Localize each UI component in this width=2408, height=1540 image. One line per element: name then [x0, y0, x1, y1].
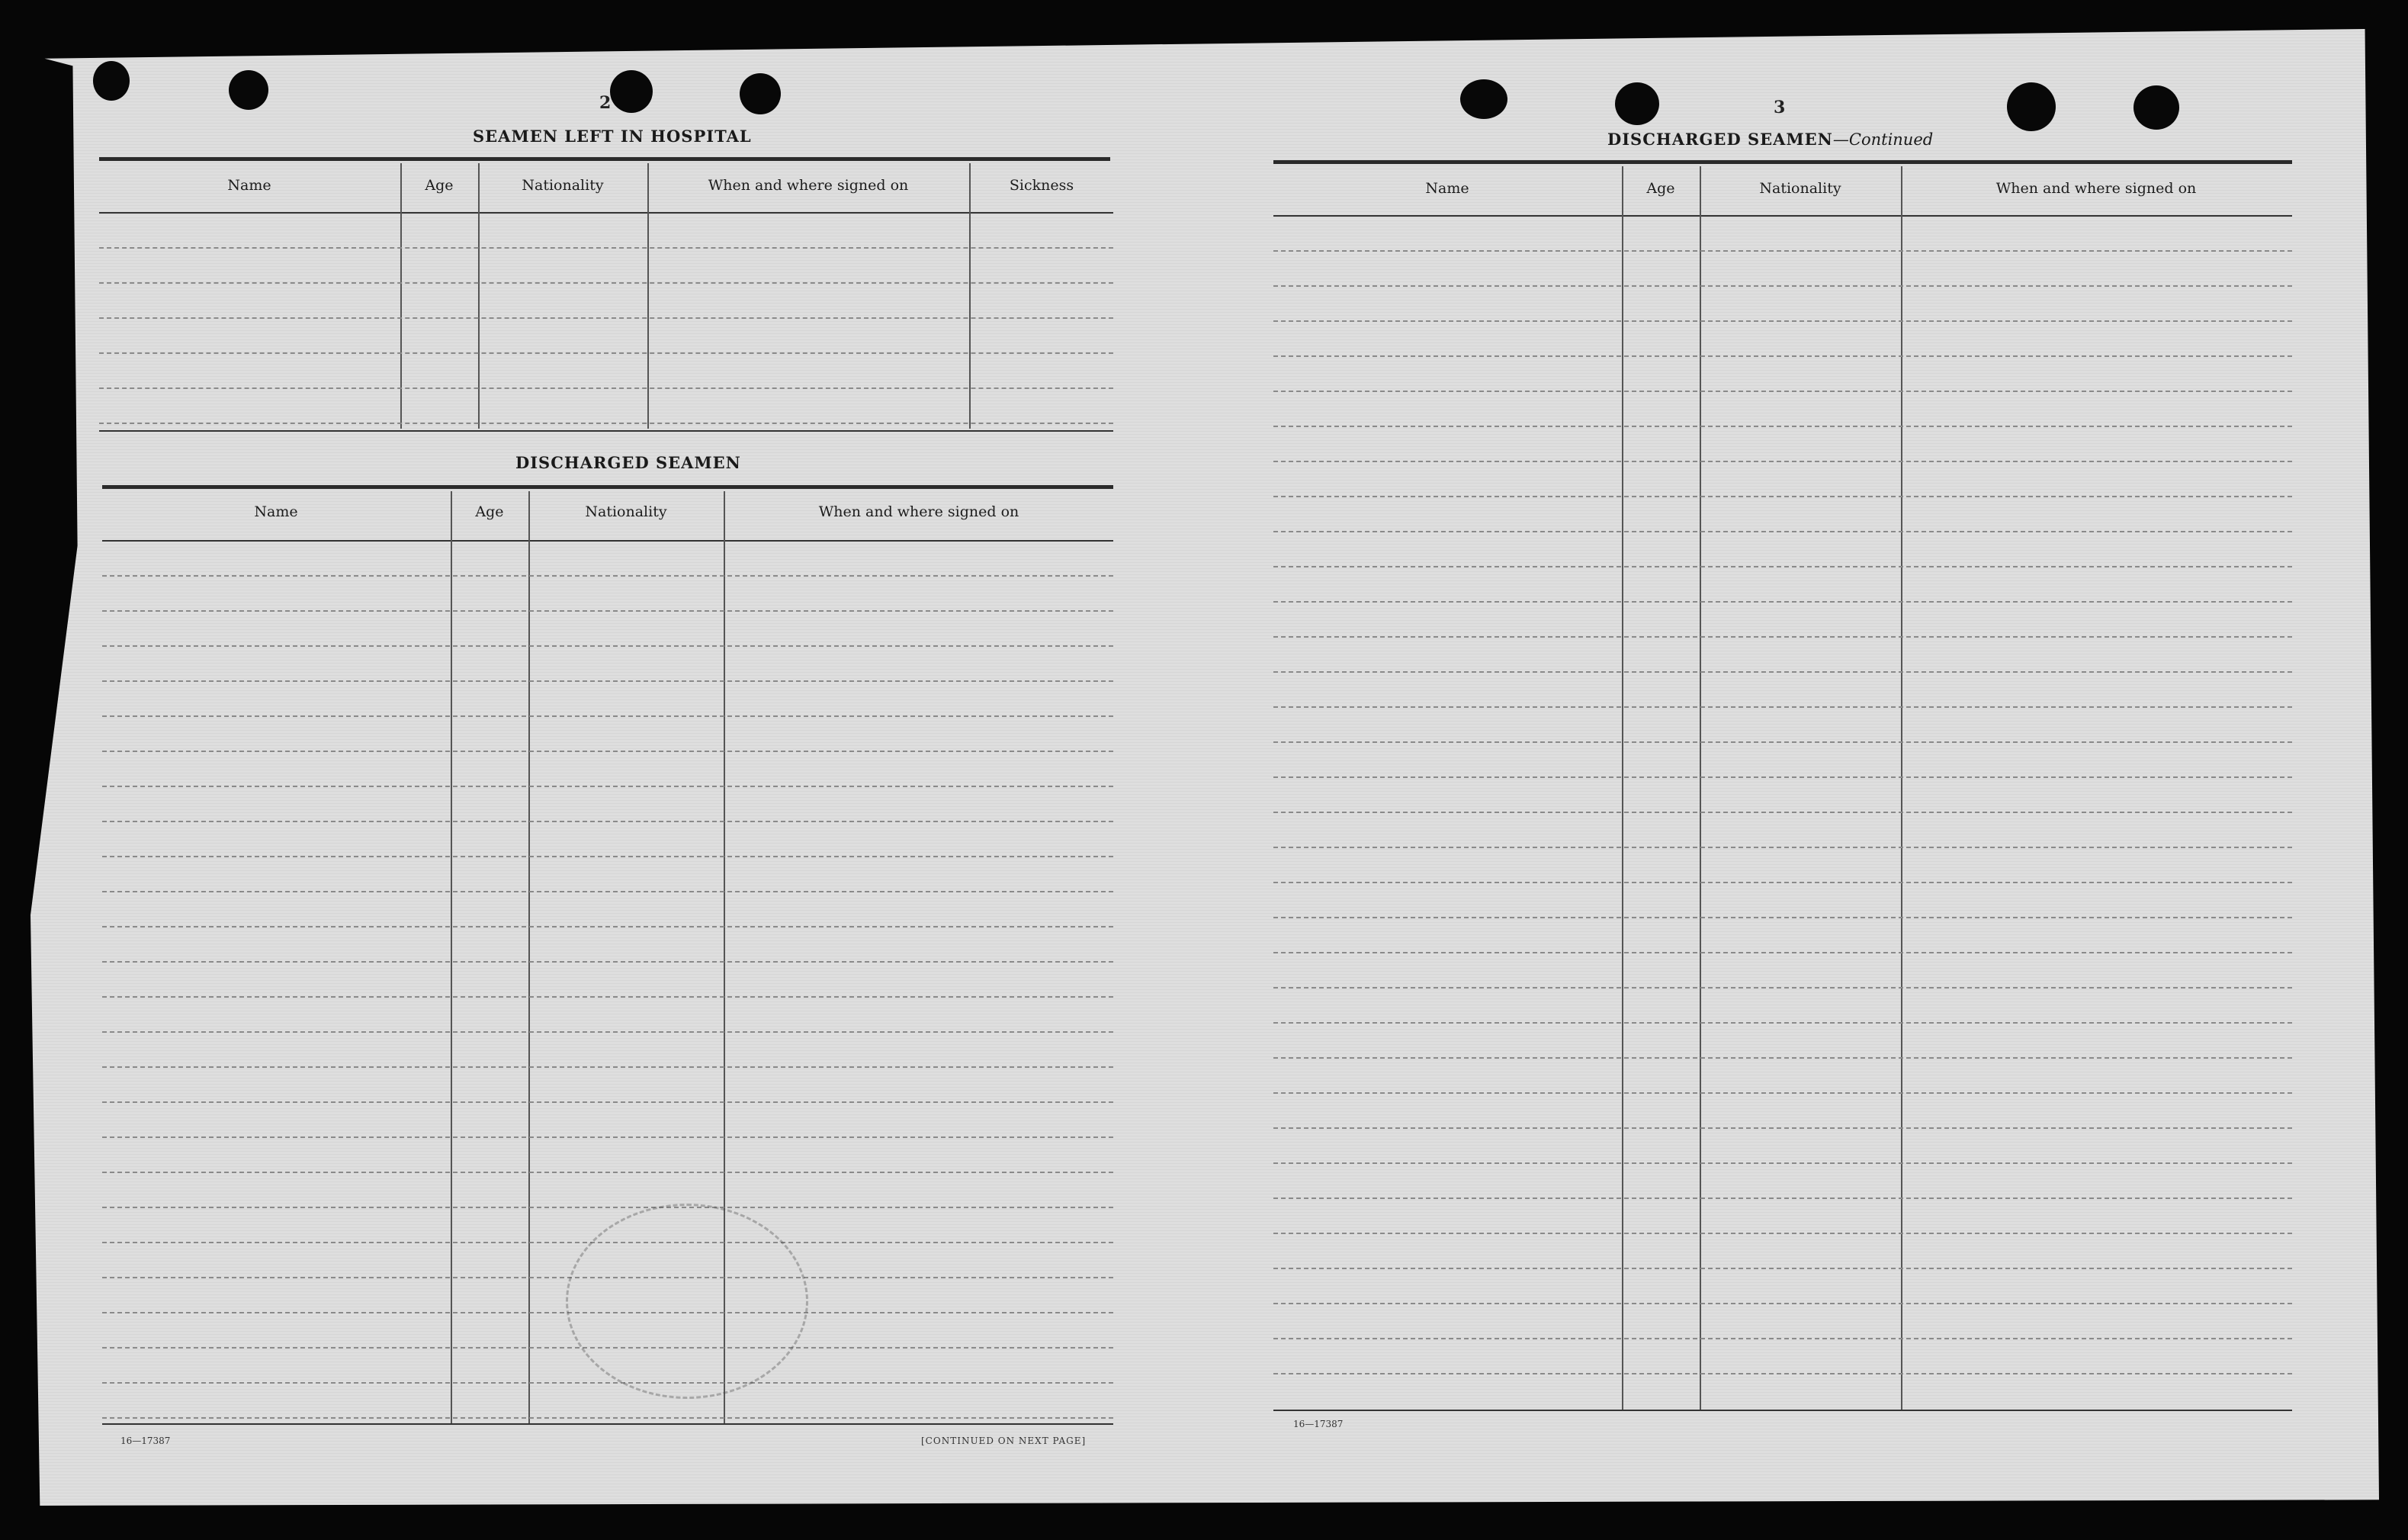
- entry-line: [1273, 671, 2292, 673]
- discharged-col-signed-on: When and where signed on: [818, 503, 1019, 520]
- entry-line: [102, 891, 1113, 892]
- punch-hole: [610, 70, 653, 113]
- right-bottom-rule: [1273, 1410, 2292, 1411]
- entry-line: [1273, 1233, 2292, 1234]
- hospital-col-age: Age: [425, 177, 454, 194]
- hospital-col-sickness: Sickness: [1009, 177, 1074, 194]
- entry-line: [99, 282, 1113, 284]
- entry-line: [1273, 952, 2292, 953]
- entry-line: [1273, 1057, 2292, 1059]
- punch-hole: [93, 61, 130, 101]
- entry-line: [1273, 531, 2292, 532]
- entry-line: [1273, 1338, 2292, 1339]
- discharged-col-divider: [528, 491, 530, 1423]
- discharged-col-name: Name: [254, 503, 298, 520]
- entry-line: [102, 1031, 1113, 1033]
- faded-circular-stamp: [566, 1204, 808, 1399]
- discharged-top-rule: [102, 485, 1113, 489]
- entry-line: [99, 352, 1113, 354]
- section-title-continued: —Continued: [1832, 130, 1934, 149]
- entry-line: [1273, 1303, 2292, 1304]
- page-number-left: 2: [599, 93, 612, 113]
- entry-line: [102, 786, 1113, 787]
- right-top-rule: [1273, 160, 2292, 164]
- discharged-header-rule: [102, 540, 1113, 542]
- entry-line: [1273, 812, 2292, 813]
- entry-line: [99, 317, 1113, 319]
- entry-line: [1273, 1198, 2292, 1199]
- entry-line: [1273, 1373, 2292, 1374]
- entry-line: [1273, 601, 2292, 603]
- section-title-text: DISCHARGED SEAMEN: [1607, 130, 1833, 149]
- right-col-signed-on: When and where signed on: [1995, 180, 2197, 197]
- hospital-col-signed-on: When and where signed on: [708, 177, 909, 194]
- punch-hole: [2007, 82, 2056, 131]
- entry-line: [1273, 355, 2292, 357]
- entry-line: [1273, 776, 2292, 778]
- entry-line: [102, 1382, 1113, 1384]
- hospital-top-rule: [99, 157, 1110, 161]
- entry-line: [102, 926, 1113, 928]
- page-number-right: 3: [1774, 98, 1786, 117]
- entry-line: [1273, 566, 2292, 567]
- right-header-rule: [1273, 215, 2292, 217]
- punch-hole: [1460, 79, 1507, 119]
- entry-line: [99, 423, 1113, 424]
- entry-line: [102, 680, 1113, 682]
- right-col-divider: [1622, 166, 1623, 1411]
- entry-line: [1273, 987, 2292, 989]
- entry-line: [1273, 1022, 2292, 1024]
- entry-line: [1273, 1162, 2292, 1164]
- hospital-col-nationality: Nationality: [522, 177, 604, 194]
- entry-line: [102, 1066, 1113, 1068]
- section-title-discharged-continued: [1607, 130, 1933, 149]
- entry-line: [1273, 706, 2292, 708]
- entry-line: [102, 1417, 1113, 1419]
- entry-line: [1273, 741, 2292, 743]
- entry-line: [1273, 636, 2292, 638]
- right-col-nationality: Nationality: [1759, 180, 1841, 197]
- right-col-name: Name: [1425, 180, 1469, 197]
- discharged-bottom-rule: [102, 1423, 1113, 1425]
- entry-line: [1273, 426, 2292, 427]
- entry-line: [1273, 496, 2292, 497]
- entry-line: [1273, 285, 2292, 287]
- hospital-bottom-rule: [99, 430, 1113, 432]
- form-number-left: 16—17387: [120, 1436, 171, 1446]
- right-col-age: Age: [1646, 180, 1675, 197]
- right-col-divider: [1901, 166, 1902, 1411]
- entry-line: [102, 1207, 1113, 1208]
- entry-line: [1273, 882, 2292, 883]
- hospital-header-rule: [99, 212, 1113, 214]
- entry-line: [1273, 250, 2292, 252]
- entry-line: [102, 1101, 1113, 1103]
- entry-line: [99, 387, 1113, 389]
- entry-line: [1273, 320, 2292, 322]
- entry-line: [102, 751, 1113, 752]
- entry-line: [102, 575, 1113, 577]
- right-col-divider: [1700, 166, 1701, 1411]
- continued-note: [CONTINUED ON NEXT PAGE]: [921, 1436, 1087, 1446]
- entry-line: [1273, 847, 2292, 848]
- entry-line: [102, 856, 1113, 857]
- entry-line: [1273, 1268, 2292, 1269]
- entry-line: [102, 996, 1113, 998]
- entry-line: [1273, 391, 2292, 392]
- entry-line: [99, 247, 1113, 249]
- entry-line: [102, 1172, 1113, 1173]
- discharged-col-age: Age: [475, 503, 504, 520]
- punch-hole: [1615, 82, 1659, 125]
- section-title-hospital: SEAMEN LEFT IN HOSPITAL: [473, 127, 752, 146]
- punch-hole: [740, 73, 781, 114]
- entry-line: [102, 821, 1113, 822]
- entry-line: [102, 715, 1113, 717]
- hospital-col-name: Name: [227, 177, 271, 194]
- discharged-col-divider: [451, 491, 452, 1423]
- entry-line: [1273, 461, 2292, 462]
- form-number-right: 16—17387: [1293, 1419, 1344, 1429]
- punch-hole: [2133, 85, 2179, 130]
- discharged-col-nationality: Nationality: [585, 503, 667, 520]
- entry-line: [102, 610, 1113, 612]
- entry-line: [1273, 917, 2292, 918]
- punch-hole: [229, 70, 268, 110]
- section-title-discharged: DISCHARGED SEAMEN: [515, 453, 741, 472]
- entry-line: [1273, 1127, 2292, 1129]
- entry-line: [102, 1137, 1113, 1138]
- entry-line: [102, 645, 1113, 647]
- entry-line: [102, 961, 1113, 963]
- entry-line: [1273, 1092, 2292, 1094]
